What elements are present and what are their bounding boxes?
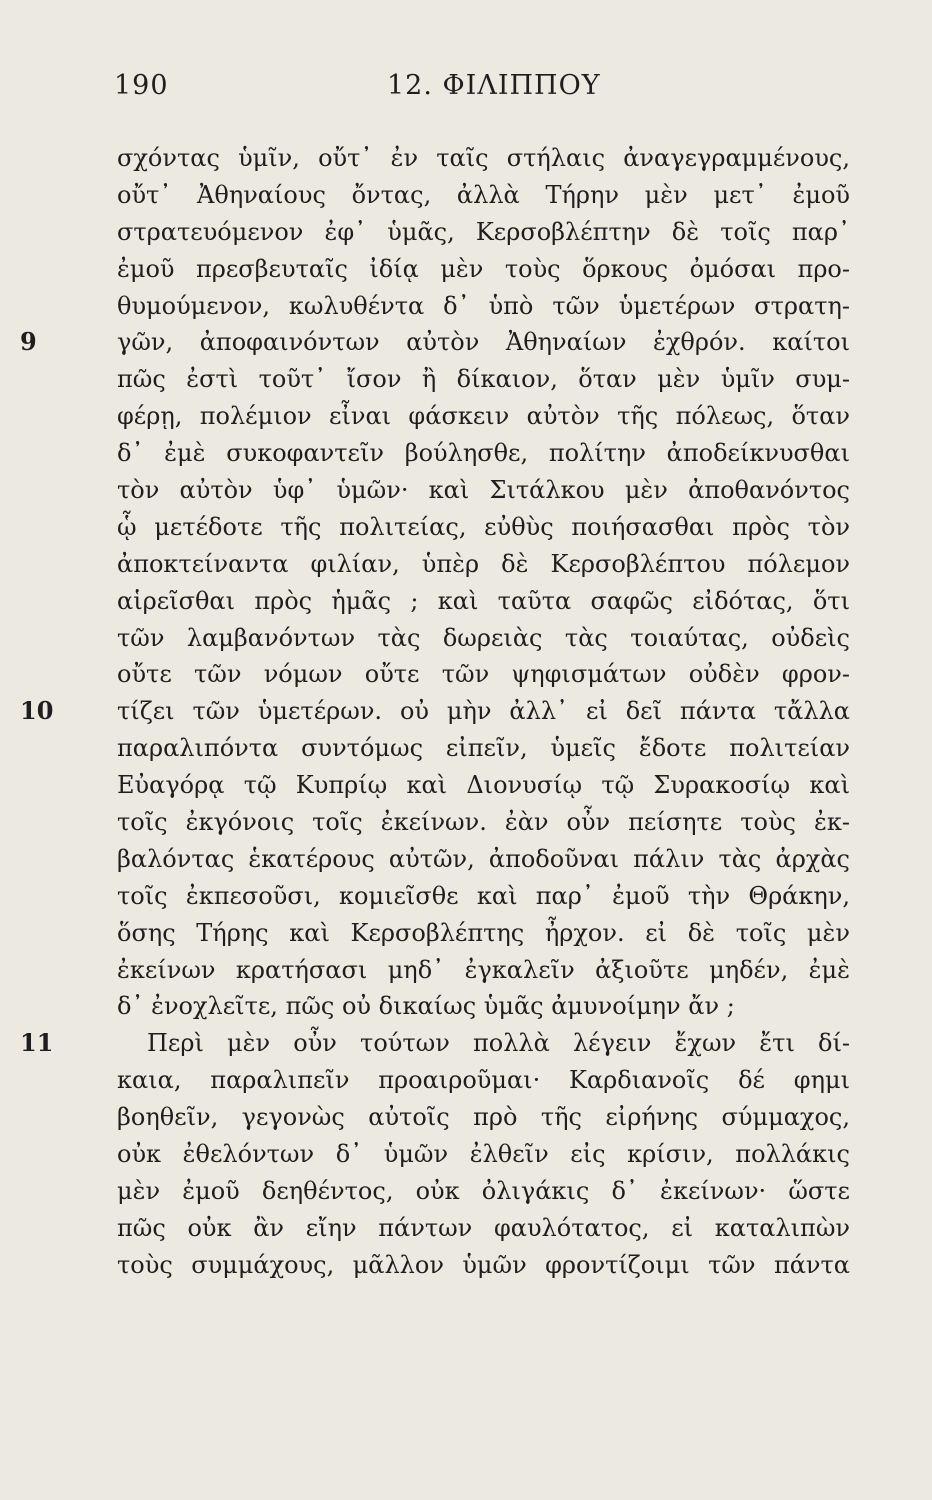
line-text: μὲν ἐμοῦ δεηθέντος, οὐκ ὀλιγάκις δ᾽ ἐκείνων· ὥστε [117,1176,850,1205]
text-line [117,952,850,989]
line-text: βαλόντας ἑκατέρους αὐτῶν, ἀποδοῦναι πάλιν τὰς ἀρχὰς [117,844,850,873]
line-text: καια, παραλιπεῖν προαιροῦμαι· Καρδιανοῖς δέ φημι [117,1066,850,1095]
section-number: 10 [20,696,54,726]
line-text: φέρῃ, πολέμιον εἶναι φάσκειν αὐτὸν τῆς πόλεως, ὅταν [117,402,850,431]
text-line [117,1136,850,1173]
text-line [117,435,850,472]
text-line [117,509,850,546]
text-line [117,214,850,251]
text-line [117,140,850,177]
line-text: στρατευόμενον ἐφ᾽ ὑμᾶς, Κερσοβλέπτην δὲ τοῖς παρ᾽ [117,217,850,246]
text-line [117,730,850,767]
line-text: βοηθεῖν, γεγονὼς αὐτοῖς πρὸ τῆς εἰρήνης σύμμαχος, [117,1103,850,1132]
text-line [117,620,850,657]
text-line [117,583,850,620]
line-text: τοὺς συμμάχους, μᾶλλον ὑμῶν φροντίζοιμι τῶν πάντα [117,1250,850,1279]
text-line [117,915,850,952]
line-text: σχόντας ὑμῖν, οὔτ᾽ ἐν ταῖς στήλαις ἀναγεγραμμένους, [117,144,850,172]
text-line [117,1099,850,1136]
line-text: τῶν λαμβανόντων τὰς δωρειὰς τὰς τοιαύτας, οὐδεὶς [117,623,850,652]
line-text: γῶν, ἀποφαινόντων αὐτὸν Ἀθηναίων ἐχθρόν. καίτοι [117,328,850,357]
text-line [117,841,850,878]
text-line [117,288,850,325]
text-line [117,177,850,214]
line-text: παραλιπόντα συντόμως εἰπεῖν, ὑμεῖς ἔδοτε πολιτείαν [117,734,850,763]
line-text: τίζει τῶν ὑμετέρων. οὐ μὴν ἀλλ᾽ εἰ δεῖ πάντα τἄλλα [117,697,850,726]
running-title: 12. ΦΙΛΙΠΠΟΥ [387,70,601,101]
page-header [0,70,932,110]
line-text: δ᾽ ἐμὲ συκοφαντεῖν βούλησθε, πολίτην ἀποδείκνυσθαι [117,439,850,468]
text-line [117,1173,850,1210]
line-text: θυμούμενον, κωλυθέντα δ᾽ ὑπὸ τῶν ὑμετέρων στρατη- [117,291,850,320]
text-line [117,1247,850,1284]
page-number: 190 [114,70,169,101]
line-text: δ᾽ ἐνοχλεῖτε, πῶς οὐ δικαίως ὑμᾶς ἀμυνοίμην ἄν ; [117,992,735,1021]
line-text: αἱρεῖσθαι πρὸς ἡμᾶς ; καὶ ταῦτα σαφῶς εἰδότας, ὅτι [117,586,850,615]
greek-text-body [20,140,850,1284]
line-text: οὔτ᾽ Ἀθηναίους ὄντας, ἀλλὰ Τήρην μὲν μετ᾽ ἐμοῦ [117,180,850,209]
text-line [117,1210,850,1247]
text-line [117,361,850,398]
line-text: ᾧ μετέδοτε τῆς πολιτείας, εὐθὺς ποιήσασθαι πρὸς τὸν [117,512,850,541]
section-number: 9 [20,327,37,357]
text-line [20,1025,850,1062]
line-text: Εὐαγόρᾳ τῷ Κυπρίῳ καὶ Διονυσίῳ τῷ Συρακοσίῳ καὶ [117,771,850,800]
line-text: οὐκ ἐθελόντων δ᾽ ὑμῶν ἐλθεῖν εἰς κρίσιν, πολλάκις [117,1140,850,1169]
text-line [117,546,850,583]
text-line [117,472,850,509]
line-text: ἐκείνων κρατήσασι μηδ᾽ ἐγκαλεῖν ἀξιοῦτε μηδέν, ἐμὲ [117,955,850,984]
text-line [117,878,850,915]
line-text: τοῖς ἐκγόνοις τοῖς ἐκείνων. ἐὰν οὖν πείσητε τοὺς ἐκ- [117,808,850,837]
line-text: πῶς ἐστὶ τοῦτ᾽ ἴσον ἢ δίκαιον, ὅταν μὲν ὑμῖν συμ- [117,365,850,394]
text-line [117,988,850,1025]
line-text: Περὶ μὲν οὖν τούτων πολλὰ λέγειν ἔχων ἔτι δί- [147,1029,850,1058]
section-number: 11 [20,1028,54,1058]
line-text: ὅσης Τήρης καὶ Κερσοβλέπτης ἦρχον. εἰ δὲ τοῖς μὲν [117,918,850,947]
text-line [117,656,850,693]
text-line [20,324,850,361]
text-line [117,804,850,841]
text-line [117,398,850,435]
line-text: τὸν αὐτὸν ὑφ᾽ ὑμῶν· καὶ Σιτάλκου μὲν ἀποθανόντος [117,476,850,505]
text-line [117,251,850,288]
line-text: τοῖς ἐκπεσοῦσι, κομιεῖσθε καὶ παρ᾽ ἐμοῦ τὴν Θράκην, [117,881,850,910]
text-line [117,1062,850,1099]
line-text: ἀποκτείναντα φιλίαν, ὑπὲρ δὲ Κερσοβλέπτου πόλεμον [117,549,850,578]
text-line [20,693,850,730]
text-line [117,767,850,804]
line-text: πῶς οὐκ ἂν εἴην πάντων φαυλότατος, εἰ καταλιπὼν [117,1213,850,1242]
line-text: ἐμοῦ πρεσβευταῖς ἰδίᾳ μὲν τοὺς ὅρκους ὀμόσαι προ- [117,254,850,283]
line-text: οὔτε τῶν νόμων οὔτε τῶν ψηφισμάτων οὐδὲν φρον- [117,660,850,689]
